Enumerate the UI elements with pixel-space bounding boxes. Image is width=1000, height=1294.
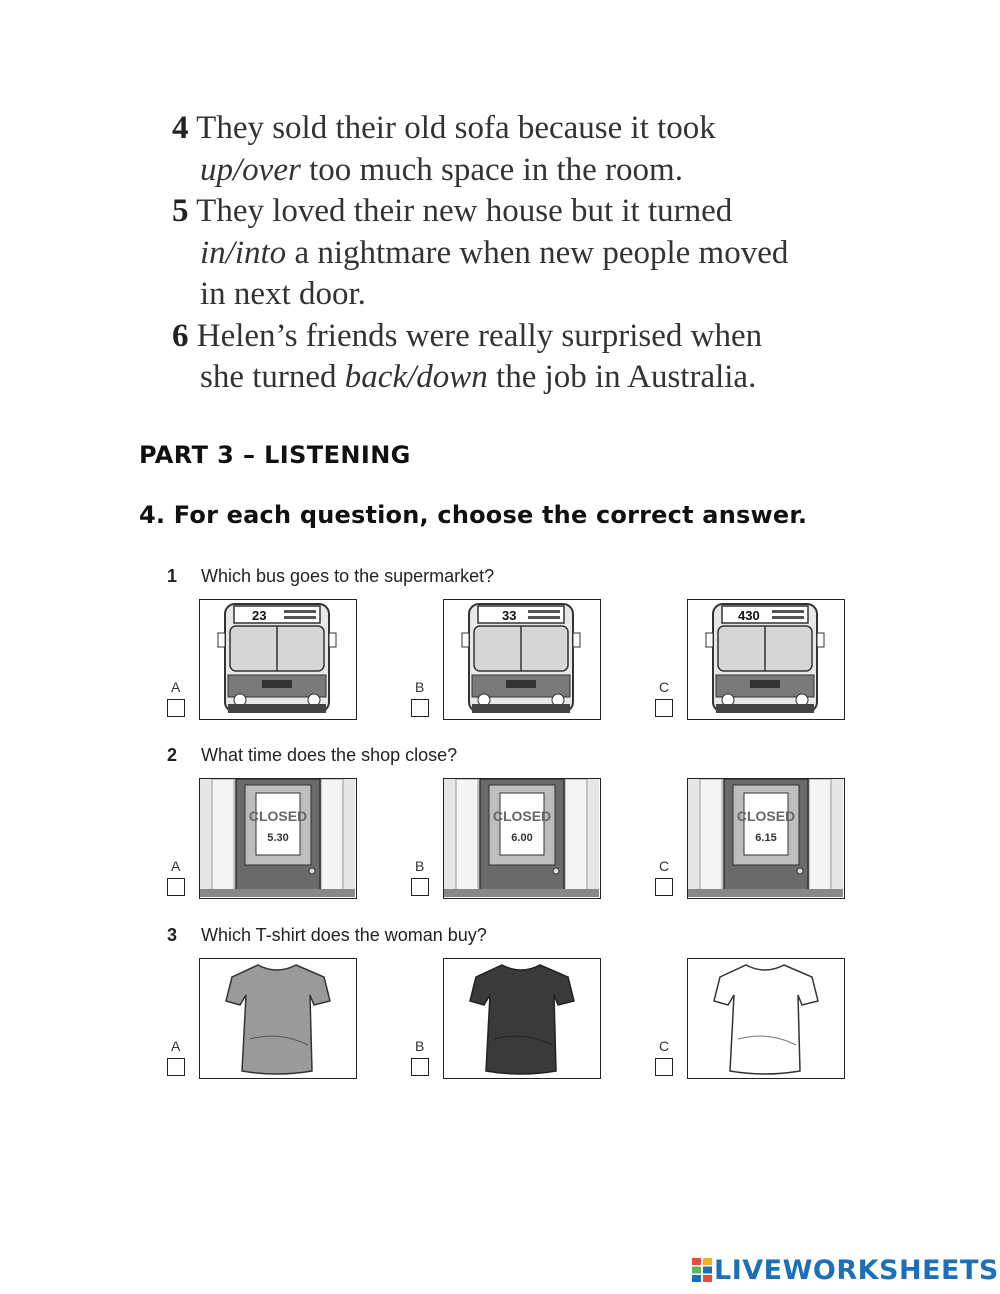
grammar-exercise [172,108,872,399]
answer-checkbox[interactable] [655,699,673,717]
item-number: 5 [172,193,189,229]
option-letter: B [415,679,425,695]
tshirt-image [443,958,601,1079]
item-text: too much space in the room. [300,151,683,188]
tshirt-image [687,958,845,1079]
q1-option-b [411,599,611,721]
item-text: Helen’s friends were really surprised when [196,317,763,354]
shop-door-image [687,778,845,899]
task-heading: 4. For each question, choose the correct answer. [139,501,808,529]
closed-sign-text: CLOSED [492,808,552,824]
logo-text: LIVEWORKSHEETS [714,1254,999,1286]
item-text: in next door. [200,276,366,312]
q3-option-b [411,958,611,1080]
liveworksheets-logo [692,1255,999,1285]
item-text: They loved their new house but it turned [196,193,733,229]
question-text: What time does the shop close? [201,745,458,765]
bus-route-number: 33 [502,608,517,623]
question-text: Which T-shirt does the woman buy? [201,925,487,945]
q3-option-a [167,958,367,1080]
closing-time: 6.00 [511,832,533,844]
item-text: the job in Australia. [487,359,757,395]
option-letter: A [171,679,181,695]
closing-time: 6.15 [755,832,777,844]
option-letter: C [659,858,670,874]
question-number: 3 [167,925,178,945]
option-letter: A [171,858,181,874]
exercise-item-6 [172,316,872,399]
logo-grid-icon [692,1258,712,1282]
bus-image [199,599,357,720]
answer-checkbox[interactable] [167,1058,185,1076]
part-heading: PART 3 – LISTENING [139,441,411,469]
item-text: she turned [200,359,345,395]
option-letter: C [659,1038,670,1054]
closed-sign-text: CLOSED [248,808,308,824]
question-1 [167,566,494,587]
q2-option-a [167,778,367,900]
question-3 [167,925,487,946]
answer-checkbox[interactable] [655,1058,673,1076]
question-2 [167,745,457,766]
item-options: in/into [200,234,287,271]
option-letter: A [171,1038,181,1054]
item-number: 6 [172,317,189,354]
closing-time: 5.30 [267,832,289,844]
option-letter: B [415,1038,425,1054]
tshirt-image [199,958,357,1079]
answer-checkbox[interactable] [655,878,673,896]
q1-option-a [167,599,367,721]
question-number: 2 [167,745,178,765]
bus-route-number: 430 [738,608,760,623]
exercise-item-4 [172,108,872,191]
q2-option-b [411,778,611,900]
item-options: back/down [344,359,488,395]
q3-option-c [655,958,855,1080]
item-text: They sold their old sofa because it took [196,110,716,146]
q1-option-c [655,599,855,721]
item-text: a nightmare when new people moved [286,234,789,271]
item-number: 4 [172,110,189,146]
answer-checkbox[interactable] [411,1058,429,1076]
item-options: up/over [200,151,301,188]
option-letter: C [659,679,670,695]
bus-image [687,599,845,720]
closed-sign-text: CLOSED [736,808,796,824]
shop-door-image [199,778,357,899]
bus-route-number: 23 [252,608,267,623]
q2-option-c [655,778,855,900]
option-letter: B [415,858,425,874]
shop-door-image [443,778,601,899]
bus-image [443,599,601,720]
question-text: Which bus goes to the supermarket? [201,566,495,586]
question-number: 1 [167,566,178,586]
answer-checkbox[interactable] [411,878,429,896]
answer-checkbox[interactable] [167,878,185,896]
answer-checkbox[interactable] [411,699,429,717]
exercise-item-5 [172,191,872,316]
answer-checkbox[interactable] [167,699,185,717]
